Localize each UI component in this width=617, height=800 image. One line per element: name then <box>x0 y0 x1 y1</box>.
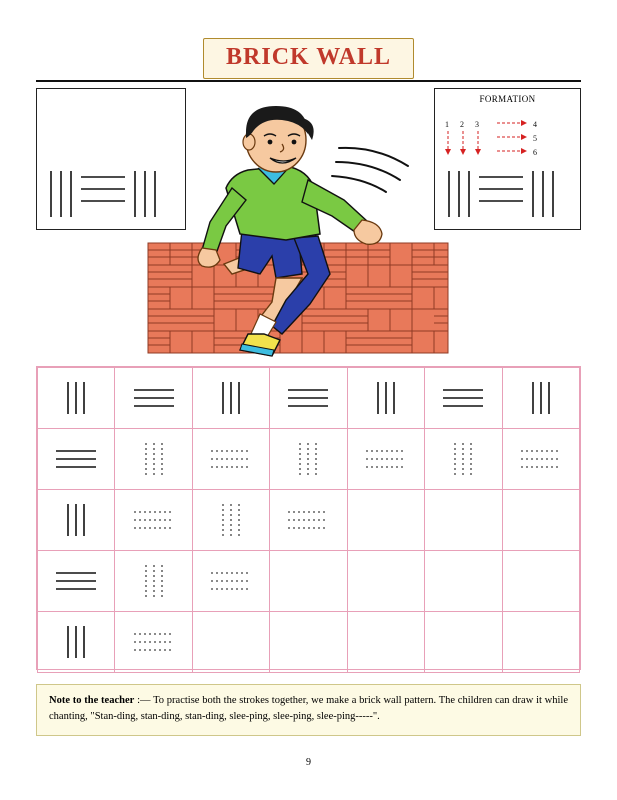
grid-cell-vertical-solid[interactable] <box>38 612 115 673</box>
svg-text:6: 6 <box>533 148 537 157</box>
grid-cell-horizontal-dotted[interactable] <box>115 490 192 551</box>
horizontal-solid-strokes-icon <box>282 378 334 418</box>
vertical-dotted-strokes-icon <box>288 439 328 479</box>
vertical-dotted-strokes-icon <box>211 500 251 540</box>
horizontal-solid-strokes-icon <box>50 561 102 601</box>
horizontal-solid-strokes-icon <box>50 439 102 479</box>
grid-cell-horizontal-dotted[interactable] <box>192 551 269 612</box>
svg-text:5: 5 <box>533 134 537 143</box>
horizontal-dotted-strokes-icon <box>282 500 334 540</box>
vertical-solid-strokes-icon <box>56 378 96 418</box>
table-row <box>38 368 580 429</box>
practice-grid-table <box>37 367 580 673</box>
grid-cell-horizontal-dotted[interactable] <box>115 612 192 673</box>
grid-cell-horizontal-solid[interactable] <box>425 368 502 429</box>
grid-cell-vertical-solid[interactable] <box>502 368 579 429</box>
vertical-solid-strokes-icon <box>56 622 96 662</box>
grid-cell-empty[interactable] <box>192 612 269 673</box>
grid-cell-vertical-solid[interactable] <box>347 368 424 429</box>
note-label: Note to the teacher <box>49 695 135 706</box>
note-text: To practise both the strokes together, we make a brick wall pattern. The children can draw it while chanting, "Stan-ding, stan-ding, stan-ding, slee-ping, slee-ping, slee-ping-----". <box>49 695 569 722</box>
grid-cell-empty[interactable] <box>425 490 502 551</box>
horizontal-dotted-strokes-icon <box>360 439 412 479</box>
vertical-solid-strokes-icon <box>521 378 561 418</box>
grid-cell-horizontal-dotted[interactable] <box>192 429 269 490</box>
note-to-teacher <box>36 684 581 736</box>
grid-cell-empty[interactable] <box>347 490 424 551</box>
grid-cell-vertical-dotted[interactable] <box>270 429 347 490</box>
note-separator: :— <box>137 695 151 706</box>
page-number: 9 <box>306 757 311 768</box>
table-row <box>38 490 580 551</box>
illustration-area <box>36 88 581 358</box>
vertical-solid-strokes-icon <box>56 500 96 540</box>
motion-lines <box>332 148 408 192</box>
svg-text:4: 4 <box>533 120 537 129</box>
grid-cell-empty[interactable] <box>270 551 347 612</box>
grid-cell-empty[interactable] <box>347 612 424 673</box>
grid-cell-horizontal-dotted[interactable] <box>347 429 424 490</box>
horizontal-dotted-strokes-icon <box>515 439 567 479</box>
table-row <box>38 429 580 490</box>
grid-cell-empty[interactable] <box>425 551 502 612</box>
horizontal-solid-strokes-icon <box>437 378 489 418</box>
vertical-dotted-strokes-icon <box>134 439 174 479</box>
horizontal-dotted-strokes-icon <box>205 561 257 601</box>
page-title: BRICK WALL <box>226 44 391 70</box>
grid-cell-vertical-dotted[interactable] <box>425 429 502 490</box>
horizontal-dotted-strokes-icon <box>128 622 180 662</box>
vertical-solid-strokes-icon <box>211 378 251 418</box>
table-row <box>38 612 580 673</box>
grid-cell-empty[interactable] <box>502 490 579 551</box>
formation-label: FORMATION <box>479 94 536 104</box>
grid-cell-empty[interactable] <box>425 612 502 673</box>
grid-cell-horizontal-solid[interactable] <box>115 368 192 429</box>
table-row <box>38 551 580 612</box>
grid-cell-vertical-dotted[interactable] <box>192 490 269 551</box>
svg-text:3: 3 <box>475 120 479 129</box>
grid-cell-horizontal-dotted[interactable] <box>502 429 579 490</box>
grid-cell-horizontal-solid[interactable] <box>38 551 115 612</box>
vertical-dotted-strokes-icon <box>443 439 483 479</box>
grid-cell-empty[interactable] <box>502 612 579 673</box>
grid-cell-vertical-dotted[interactable] <box>115 551 192 612</box>
grid-cell-vertical-solid[interactable] <box>192 368 269 429</box>
grid-cell-vertical-solid[interactable] <box>38 368 115 429</box>
practice-grid[interactable] <box>36 366 581 670</box>
grid-cell-empty[interactable] <box>347 551 424 612</box>
grid-cell-empty[interactable] <box>502 551 579 612</box>
grid-cell-horizontal-dotted[interactable] <box>270 490 347 551</box>
vertical-dotted-strokes-icon <box>134 561 174 601</box>
grid-cell-vertical-dotted[interactable] <box>115 429 192 490</box>
horizontal-solid-strokes-icon <box>128 378 180 418</box>
horizontal-dotted-strokes-icon <box>128 500 180 540</box>
svg-text:2: 2 <box>460 120 464 129</box>
svg-text:1: 1 <box>445 120 449 129</box>
grid-cell-horizontal-solid[interactable] <box>38 429 115 490</box>
grid-cell-empty[interactable] <box>270 612 347 673</box>
horizontal-dotted-strokes-icon <box>205 439 257 479</box>
grid-cell-horizontal-solid[interactable] <box>270 368 347 429</box>
grid-cell-vertical-solid[interactable] <box>38 490 115 551</box>
page-title-container <box>0 38 617 79</box>
title-box <box>203 38 414 79</box>
title-divider <box>36 80 581 82</box>
vertical-solid-strokes-icon <box>366 378 406 418</box>
boy-jumping-brick-wall-illustration <box>36 88 581 358</box>
